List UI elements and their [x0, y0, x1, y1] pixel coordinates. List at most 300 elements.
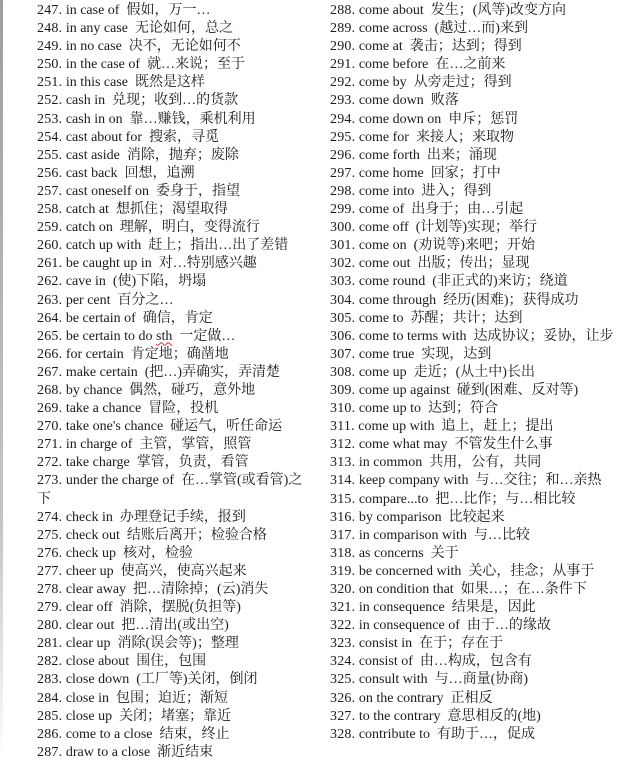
item-translation: 主管，掌管，照管 — [139, 437, 252, 453]
left-column — [37, 2, 308, 762]
item-phrase: make certain — [65, 364, 138, 380]
item-number: 328. — [330, 726, 356, 742]
item-phrase: per cent — [65, 292, 111, 308]
item-translation: 碰运气，听任命运 — [170, 419, 283, 435]
item-translation: 一定做… — [179, 328, 236, 344]
item-phrase: in no case — [65, 39, 122, 55]
item-number: 291. — [330, 57, 356, 73]
item-phrase: come across — [358, 21, 428, 37]
list-item — [330, 491, 634, 509]
item-phrase: come off — [358, 220, 409, 236]
list-item — [330, 690, 634, 708]
item-phrase: come by — [358, 75, 407, 91]
item-number: 265. — [37, 328, 63, 344]
item-number: 248. — [37, 21, 63, 37]
list-item — [330, 201, 634, 219]
item-phrase: clear away — [65, 582, 127, 597]
item-number: 289. — [330, 21, 356, 37]
item-translation: 在于；存在于 — [419, 636, 504, 652]
list-item — [37, 454, 308, 472]
item-translation: 发生；(风等)改变方向 — [430, 3, 567, 18]
item-translation: 达到；符合 — [428, 401, 499, 417]
item-phrase: contribute to — [358, 726, 430, 742]
list-item — [330, 38, 634, 56]
item-number: 290. — [330, 39, 356, 55]
list-item — [330, 382, 634, 400]
item-number: 273. — [37, 473, 63, 489]
list-item — [330, 599, 634, 617]
item-phrase: in any case — [65, 21, 129, 37]
list-item — [330, 255, 634, 273]
item-phrase: cash in on — [65, 111, 123, 127]
item-number: 322. — [330, 618, 356, 634]
item-number: 260. — [37, 238, 63, 254]
item-phrase: be certain of — [65, 310, 136, 326]
item-number: 262. — [37, 274, 63, 290]
list-item — [330, 310, 634, 328]
item-phrase: in the case of — [65, 57, 141, 73]
item-translation: (越过…而)来到 — [434, 21, 528, 37]
list-item — [37, 418, 308, 436]
item-phrase: come of — [358, 202, 405, 218]
item-phrase: come down on — [358, 111, 442, 127]
item-translation: (把…)弄确实，弄清楚 — [144, 364, 281, 380]
spellcheck-underlined-word: sth — [156, 328, 173, 344]
list-item — [37, 726, 308, 744]
item-phrase: draw to a close — [65, 744, 151, 760]
item-translation: 追上，赶上；提出 — [441, 419, 554, 435]
item-phrase: come before — [358, 57, 429, 73]
list-item — [330, 74, 634, 92]
item-phrase: come round — [358, 274, 426, 290]
item-phrase: by chance — [65, 382, 123, 398]
list-item — [330, 418, 634, 436]
item-phrase: cheer up — [65, 563, 114, 579]
item-number: 253. — [37, 111, 63, 127]
item-phrase: come to terms with — [358, 328, 467, 344]
item-number: 258. — [37, 202, 63, 218]
item-translation: 由…构成，包含有 — [419, 654, 532, 670]
list-item — [330, 400, 634, 418]
item-translation: 冒险，投机 — [148, 401, 219, 417]
list-item — [330, 147, 634, 165]
item-translation: 出来；涌现 — [426, 147, 497, 163]
item-number: 270. — [37, 419, 63, 435]
item-number: 268. — [37, 382, 63, 398]
item-phrase: come what may — [358, 437, 448, 453]
item-number: 315. — [330, 491, 356, 507]
list-item — [37, 346, 308, 364]
item-number: 313. — [330, 455, 356, 471]
item-translation: 比较起来 — [448, 509, 505, 525]
list-item — [330, 545, 634, 563]
item-translation: 委身于，指望 — [156, 183, 241, 199]
item-number: 305. — [330, 310, 356, 326]
item-translation: 在…之前来 — [435, 57, 506, 73]
list-item — [37, 56, 308, 74]
list-item — [330, 237, 634, 255]
item-translation: 关闭；堵塞；靠近 — [119, 708, 232, 724]
list-item — [37, 237, 308, 255]
item-number: 314. — [330, 473, 356, 489]
item-translation: 出版；传出；显现 — [417, 256, 530, 272]
item-number: 302. — [330, 256, 356, 272]
item-number: 281. — [37, 636, 63, 652]
item-number: 299. — [330, 202, 356, 218]
item-translation: 与…交往；和…亲热 — [475, 473, 602, 489]
item-translation: 百分之… — [117, 292, 174, 308]
item-translation: 经历(困难)；获得成功 — [443, 292, 579, 308]
item-phrase: close in — [65, 690, 109, 706]
list-item — [37, 20, 308, 38]
list-item — [37, 653, 308, 671]
list-item — [330, 165, 634, 183]
item-translation: 在…掌管(或看管)之下 — [37, 473, 303, 507]
item-translation: 回想，追溯 — [124, 165, 195, 181]
item-translation: 兑现；收到…的货款 — [112, 93, 239, 109]
item-translation: 败落 — [430, 93, 459, 109]
item-number: 318. — [330, 545, 356, 561]
item-number: 269. — [37, 401, 63, 417]
item-phrase: clear off — [65, 600, 113, 616]
item-number: 311. — [330, 419, 355, 435]
list-item — [37, 472, 308, 508]
list-item — [330, 183, 634, 201]
list-item — [330, 436, 634, 454]
item-phrase: come about — [358, 3, 424, 18]
item-phrase: in consequence of — [358, 618, 460, 634]
list-item — [37, 201, 308, 219]
item-number: 271. — [37, 437, 63, 453]
item-translation: 既然是这样 — [135, 75, 206, 91]
item-number: 319. — [330, 563, 356, 579]
list-item — [37, 617, 308, 635]
item-translation: (使)下陷，坍塌 — [112, 274, 207, 290]
item-translation: 袭击；达到；得到 — [409, 39, 522, 55]
item-phrase: come true — [358, 346, 415, 362]
item-phrase: in comparison with — [358, 527, 467, 543]
item-translation: 决不，无论如何不 — [128, 39, 241, 55]
item-phrase: on the contrary — [358, 690, 444, 706]
item-phrase: come home — [358, 165, 424, 181]
item-translation: 关于 — [430, 545, 459, 561]
item-translation: 确信，肯定 — [142, 310, 213, 326]
item-phrase: cast back — [65, 165, 118, 181]
list-item — [330, 273, 634, 291]
item-translation: 假如，万一… — [126, 3, 211, 18]
item-number: 317. — [330, 527, 356, 543]
item-phrase: come into — [358, 183, 415, 199]
item-translation: 与…比较 — [473, 527, 530, 543]
item-translation: 核对，检验 — [122, 545, 193, 561]
item-phrase: come up against — [358, 382, 450, 398]
item-number: 252. — [37, 93, 63, 109]
item-number: 283. — [37, 672, 63, 688]
item-phrase: consult with — [358, 672, 428, 688]
list-item — [37, 599, 308, 617]
item-number: 325. — [330, 672, 356, 688]
item-number: 327. — [330, 708, 356, 724]
item-translation: 把…清除掉；(云)消失 — [133, 582, 269, 597]
item-translation: 掌管，负责，看管 — [136, 455, 249, 471]
list-item — [37, 38, 308, 56]
item-translation: 搜索，寻觅 — [149, 129, 220, 145]
item-translation: 正相反 — [450, 690, 493, 706]
item-phrase: in common — [358, 455, 423, 471]
item-phrase: take a chance — [65, 401, 142, 417]
list-item — [330, 56, 634, 74]
item-translation: 与…商量(协商) — [434, 672, 528, 688]
list-item — [37, 545, 308, 563]
item-number: 282. — [37, 654, 63, 670]
list-item — [37, 292, 308, 310]
item-translation: 消除(误会等)；整理 — [117, 636, 239, 652]
item-translation: 不管发生什么事 — [454, 437, 553, 453]
item-translation: 如果…；在…条件下 — [460, 582, 587, 597]
list-item — [330, 509, 634, 527]
item-translation: 想抓住；渴望取得 — [115, 202, 228, 218]
item-number: 287. — [37, 744, 63, 760]
item-number: 261. — [37, 256, 63, 272]
item-translation: 使高兴，使高兴起来 — [120, 563, 247, 579]
item-translation: 围住，包围 — [136, 654, 207, 670]
list-item — [330, 726, 634, 744]
list-item — [330, 617, 634, 635]
item-translation: 出身于；由…引起 — [411, 202, 524, 218]
list-item — [330, 653, 634, 671]
item-number: 298. — [330, 183, 356, 199]
item-phrase: come out — [358, 256, 411, 272]
item-phrase: on condition that — [358, 582, 454, 597]
item-number: 250. — [37, 57, 63, 73]
item-translation: 渐近结束 — [157, 744, 214, 760]
item-translation: (工厂等)关闭，倒闭 — [136, 672, 258, 688]
item-phrase: be caught up in — [65, 256, 152, 272]
item-phrase: come up with — [358, 419, 435, 435]
list-item — [37, 400, 308, 418]
item-translation: 办理登记手续，报到 — [119, 509, 246, 525]
item-translation: (计划等)实现；举行 — [415, 220, 538, 236]
list-item — [330, 92, 634, 110]
item-number: 254. — [37, 129, 63, 145]
item-translation: 结果是，因此 — [451, 600, 536, 616]
item-phrase: come at — [358, 39, 403, 55]
item-number: 285. — [37, 708, 63, 724]
item-number: 259. — [37, 220, 63, 236]
list-item — [330, 454, 634, 472]
item-number: 296. — [330, 147, 356, 163]
list-item — [37, 111, 308, 129]
item-phrase: by comparison — [358, 509, 442, 525]
list-item — [37, 2, 308, 20]
item-phrase: compare...to — [358, 491, 429, 507]
item-translation: 偶然，碰巧，意外地 — [129, 382, 256, 398]
item-translation: 对…特别感兴趣 — [158, 256, 257, 272]
list-item — [330, 346, 634, 364]
item-translation: 申斥；惩罚 — [448, 111, 519, 127]
item-number: 326. — [330, 690, 356, 706]
item-phrase: cast about for — [65, 129, 143, 145]
item-number: 320. — [330, 582, 356, 597]
item-phrase: come for — [358, 129, 409, 145]
item-translation: 达成协议；妥协，让步 — [473, 328, 614, 344]
item-phrase: come up to — [358, 401, 422, 417]
item-number: 257. — [37, 183, 63, 199]
item-number: 280. — [37, 618, 63, 634]
item-number: 278. — [37, 582, 63, 597]
item-number: 294. — [330, 111, 356, 127]
item-number: 304. — [330, 292, 356, 308]
list-item — [37, 364, 308, 382]
item-number: 310. — [330, 401, 356, 417]
item-phrase: keep company with — [358, 473, 469, 489]
item-phrase: check out — [65, 527, 120, 543]
item-phrase: catch at — [65, 202, 109, 218]
item-phrase: come up — [358, 364, 407, 380]
item-number: 307. — [330, 346, 356, 362]
list-item — [37, 382, 308, 400]
right-column — [330, 2, 634, 744]
item-phrase: close up — [65, 708, 113, 724]
item-number: 247. — [37, 3, 63, 18]
item-number: 276. — [37, 545, 63, 561]
item-translation: 走近；(从土中)长出 — [413, 364, 535, 380]
list-item — [330, 563, 634, 581]
item-phrase: come down — [358, 93, 424, 109]
item-number: 301. — [330, 238, 356, 254]
item-number: 292. — [330, 75, 356, 91]
item-phrase: catch on — [65, 220, 113, 236]
item-phrase: catch up with — [65, 238, 142, 254]
item-translation: 把…比作；与…相比较 — [435, 491, 576, 507]
item-translation: 结账后离开；检验合格 — [126, 527, 267, 543]
item-number: 303. — [330, 274, 356, 290]
item-number: 277. — [37, 563, 63, 579]
item-phrase: take one's chance — [65, 419, 164, 435]
item-translation: (劝说等)来吧；开始 — [413, 238, 535, 254]
list-item — [330, 635, 634, 653]
item-phrase: in this case — [65, 75, 129, 91]
list-item — [37, 147, 308, 165]
list-item — [330, 708, 634, 726]
list-item — [37, 310, 308, 328]
item-number: 279. — [37, 600, 63, 616]
item-number: 323. — [330, 636, 356, 652]
item-phrase: come through — [358, 292, 437, 308]
item-translation: 共用，公有，共同 — [429, 455, 542, 471]
item-phrase: consist in — [358, 636, 413, 652]
item-translation: 包围；迫近；渐短 — [115, 690, 228, 706]
item-phrase: consist of — [358, 654, 413, 670]
item-translation: (非正式的)来访；绕道 — [432, 274, 568, 290]
item-phrase: cave in — [65, 274, 106, 290]
item-translation: 进入；得到 — [421, 183, 492, 199]
list-item — [37, 92, 308, 110]
list-item — [37, 635, 308, 653]
item-translation: 有助于…，促成 — [436, 726, 535, 742]
item-number: 300. — [330, 220, 356, 236]
list-item — [330, 20, 634, 38]
item-number: 266. — [37, 346, 63, 362]
item-phrase: be certain to do sth — [65, 328, 173, 344]
item-translation: 由于…的缘故 — [466, 618, 551, 634]
item-number: 264. — [37, 310, 63, 326]
item-number: 267. — [37, 364, 63, 380]
item-number: 309. — [330, 382, 356, 398]
list-item — [37, 74, 308, 92]
item-phrase: under the charge of — [65, 473, 175, 489]
item-phrase: close down — [65, 672, 130, 688]
item-translation: 从旁走过；得到 — [413, 75, 512, 91]
item-number: 284. — [37, 690, 63, 706]
item-phrase: clear up — [65, 636, 111, 652]
item-number: 255. — [37, 147, 63, 163]
list-item — [37, 563, 308, 581]
item-phrase: check in — [65, 509, 113, 525]
list-item — [37, 255, 308, 273]
item-translation: 消除，摆脱(负担等) — [119, 600, 241, 616]
list-item — [37, 165, 308, 183]
list-item — [37, 671, 308, 689]
item-phrase: in case of — [65, 3, 120, 18]
item-translation: 回家；打中 — [430, 165, 501, 181]
item-number: 297. — [330, 165, 356, 181]
item-phrase: cast aside — [65, 147, 120, 163]
item-phrase: cast oneself on — [65, 183, 150, 199]
list-item — [37, 436, 308, 454]
item-phrase: come forth — [358, 147, 420, 163]
item-number: 272. — [37, 455, 63, 471]
list-item — [330, 472, 634, 490]
item-translation: 意思相反的(地) — [447, 708, 541, 724]
list-item — [37, 581, 308, 599]
list-item — [330, 2, 634, 20]
item-translation: 赶上；指出…出了差错 — [148, 238, 289, 254]
item-phrase: check up — [65, 545, 116, 561]
item-phrase: close about — [65, 654, 130, 670]
item-phrase: take charge — [65, 455, 130, 471]
list-item — [37, 129, 308, 147]
item-phrase: clear out — [65, 618, 115, 634]
item-number: 324. — [330, 654, 356, 670]
item-number: 312. — [330, 437, 356, 453]
item-phrase: cash in — [65, 93, 106, 109]
scan-edge-shadow — [0, 0, 3, 761]
list-item — [330, 219, 634, 237]
list-item — [37, 219, 308, 237]
item-translation: 就…来说；至于 — [147, 57, 246, 73]
item-translation: 肯定地；确凿地 — [130, 346, 229, 362]
item-phrase: come on — [358, 238, 407, 254]
item-number: 256. — [37, 165, 63, 181]
list-item — [330, 111, 634, 129]
list-item — [37, 273, 308, 291]
list-item — [37, 183, 308, 201]
list-item — [330, 364, 634, 382]
item-number: 288. — [330, 3, 356, 18]
item-translation: 来接人；来取物 — [415, 129, 514, 145]
item-number: 295. — [330, 129, 356, 145]
list-item — [330, 581, 634, 599]
list-item — [37, 708, 308, 726]
item-phrase: to the contrary — [358, 708, 441, 724]
list-item — [37, 744, 308, 762]
item-translation: 靠…赚钱，乘机利用 — [129, 111, 256, 127]
item-phrase: for certain — [65, 346, 124, 362]
item-number: 308. — [330, 364, 356, 380]
item-translation: 理解，明白，变得流行 — [119, 220, 260, 236]
item-translation: 把…清出(或出空) — [121, 618, 229, 634]
